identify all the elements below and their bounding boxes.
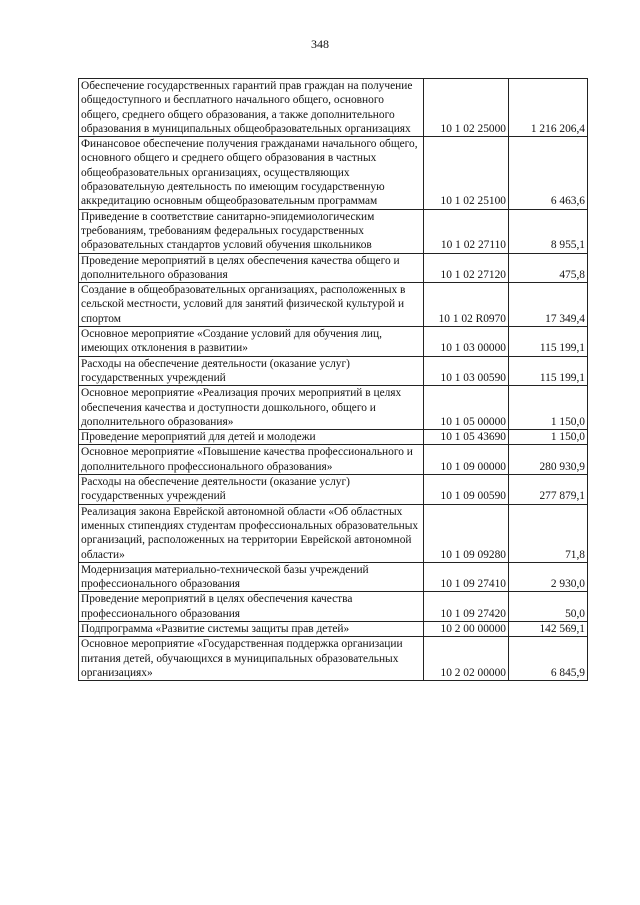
row-amount-cell: 8 955,1 — [509, 209, 588, 253]
row-name-cell: Проведение мероприятий в целях обеспечения качества профессионального образования — [79, 592, 424, 622]
row-amount-cell: 115 199,1 — [509, 327, 588, 357]
row-amount-cell: 6 463,6 — [509, 137, 588, 209]
table-row — [79, 209, 588, 253]
row-name-cell: Расходы на обеспечение деятельности (оказание услуг) государственных учреждений — [79, 356, 424, 386]
table-row — [79, 504, 588, 562]
page-number: 348 — [311, 37, 329, 51]
row-code-cell: 10 1 02 25000 — [424, 79, 509, 137]
row-amount-cell: 50,0 — [509, 592, 588, 622]
row-name-cell: Основное мероприятие «Государственная поддержка организации питания детей, обучающихся в муниципальных образовательных организациях» — [79, 637, 424, 681]
row-code-cell: 10 1 02 27120 — [424, 253, 509, 283]
table-row — [79, 445, 588, 475]
row-code-cell: 10 1 09 00000 — [424, 445, 509, 475]
row-name-cell: Основное мероприятие «Реализация прочих мероприятий в целях обеспечения качества и доступности дошкольного, общего и дополнительного образования» — [79, 386, 424, 430]
row-amount-cell: 277 879,1 — [509, 475, 588, 505]
row-code-cell: 10 1 03 00000 — [424, 327, 509, 357]
table-row — [79, 283, 588, 327]
budget-table-body — [79, 79, 588, 681]
row-amount-cell: 1 150,0 — [509, 386, 588, 430]
row-name-cell: Подпрограмма «Развитие системы защиты прав детей» — [79, 621, 424, 636]
row-code-cell: 10 1 09 27410 — [424, 562, 509, 592]
row-name-cell: Приведение в соответствие санитарно-эпидемиологическим требованиям, требованиям федеральных государственных образовательных стандартов условий обучения школьников — [79, 209, 424, 253]
table-row — [79, 253, 588, 283]
table-row — [79, 137, 588, 209]
row-name-cell: Основное мероприятие «Создание условий для обучения лиц, имеющих отклонения в развитии» — [79, 327, 424, 357]
row-code-cell: 10 1 03 00590 — [424, 356, 509, 386]
row-amount-cell: 280 930,9 — [509, 445, 588, 475]
row-amount-cell: 2 930,0 — [509, 562, 588, 592]
row-code-cell: 10 1 02 25100 — [424, 137, 509, 209]
row-code-cell: 10 1 02 27110 — [424, 209, 509, 253]
row-code-cell: 10 1 09 09280 — [424, 504, 509, 562]
row-amount-cell: 475,8 — [509, 253, 588, 283]
table-row — [79, 327, 588, 357]
table-row — [79, 475, 588, 505]
row-name-cell: Финансовое обеспечение получения гражданами начального общего, основного общего и среднего общего образования в частных общеобразовательных организациях, осуществляющих образовательную деятельность по имеющим государственную аккредитацию основным общеобразовательным программам — [79, 137, 424, 209]
row-name-cell: Проведение мероприятий в целях обеспечения качества общего и дополнительного образования — [79, 253, 424, 283]
row-amount-cell: 115 199,1 — [509, 356, 588, 386]
row-code-cell: 10 1 09 00590 — [424, 475, 509, 505]
row-name-cell: Проведение мероприятий для детей и молодежи — [79, 430, 424, 445]
row-code-cell: 10 1 09 27420 — [424, 592, 509, 622]
table-row — [79, 621, 588, 636]
row-amount-cell: 17 349,4 — [509, 283, 588, 327]
row-code-cell: 10 1 05 00000 — [424, 386, 509, 430]
table-row — [79, 430, 588, 445]
table-row — [79, 79, 588, 137]
table-row — [79, 386, 588, 430]
table-row — [79, 562, 588, 592]
table-row — [79, 637, 588, 681]
row-amount-cell: 6 845,9 — [509, 637, 588, 681]
row-name-cell: Основное мероприятие «Повышение качества профессионального и дополнительного профессионального образования» — [79, 445, 424, 475]
row-name-cell: Модернизация материально-технической базы учреждений профессионального образования — [79, 562, 424, 592]
budget-table — [78, 78, 588, 681]
row-code-cell: 10 2 02 00000 — [424, 637, 509, 681]
row-code-cell: 10 1 02 R0970 — [424, 283, 509, 327]
table-row — [79, 592, 588, 622]
row-code-cell: 10 2 00 00000 — [424, 621, 509, 636]
row-amount-cell: 71,8 — [509, 504, 588, 562]
row-amount-cell: 1 216 206,4 — [509, 79, 588, 137]
row-code-cell: 10 1 05 43690 — [424, 430, 509, 445]
row-name-cell: Реализация закона Еврейской автономной области «Об областных именных стипендиях студентам профессиональных образовательных организаций, расположенных на территории Еврейской автономной области» — [79, 504, 424, 562]
row-name-cell: Расходы на обеспечение деятельности (оказание услуг) государственных учреждений — [79, 475, 424, 505]
row-amount-cell: 142 569,1 — [509, 621, 588, 636]
row-name-cell: Создание в общеобразовательных организациях, расположенных в сельской местности, условий для занятий физической культурой и спортом — [79, 283, 424, 327]
table-row — [79, 356, 588, 386]
row-amount-cell: 1 150,0 — [509, 430, 588, 445]
row-name-cell: Обеспечение государственных гарантий прав граждан на получение общедоступного и бесплатного начального общего, основного общего, среднего общего образования, а также дополнительного образования в муниципальных общеобразовательных организациях — [79, 79, 424, 137]
